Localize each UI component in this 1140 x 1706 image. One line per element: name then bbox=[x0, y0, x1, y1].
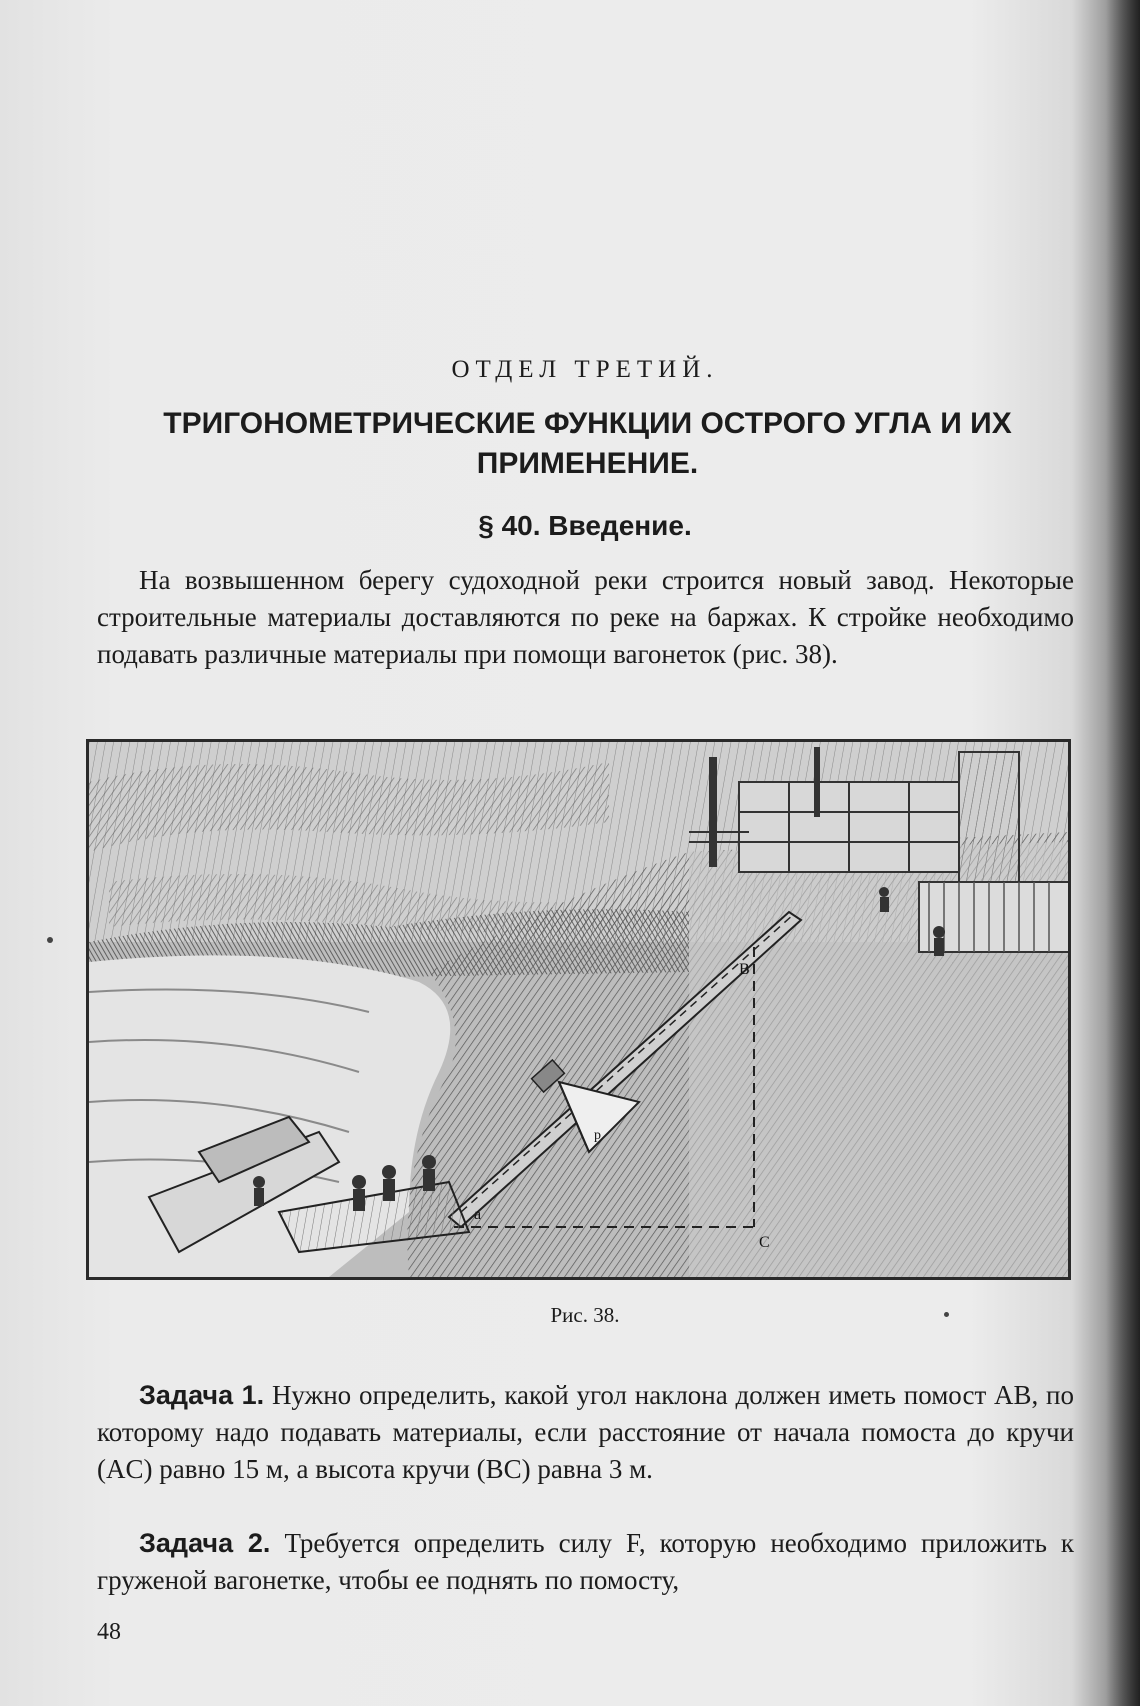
intro-paragraph: На возвышенном берегу судоходной реки строится новый завод. Некоторые строительные материалы доставляются по реке на баржах. К стройке необходимо подавать различные материалы при помощи вагонеток (рис. 38). bbox=[97, 565, 1074, 669]
figure-drawing bbox=[89, 742, 1068, 1277]
task-1-text: Нужно определить, какой угол наклона должен иметь помост AB, по которому надо подавать материалы, если расстояние от начала помоста до кручи (AC) равно 15 м, а высота кручи (BC) равна 3 м. bbox=[97, 1380, 1075, 1484]
page-edge-shadow bbox=[1106, 0, 1140, 1706]
task-2 bbox=[97, 1525, 1074, 1599]
task-1-label: Задача 1. bbox=[139, 1380, 265, 1410]
print-speck bbox=[47, 937, 53, 943]
label-p: p bbox=[594, 1128, 601, 1143]
chapter-title: ТРИГОНОМЕТРИЧЕСКИЕ ФУНКЦИИ ОСТРОГО УГЛА И ИХ ПРИМЕНЕНИЕ. bbox=[163, 407, 1012, 480]
print-speck bbox=[944, 1312, 949, 1317]
task-1 bbox=[97, 1377, 1074, 1488]
figure-illustration bbox=[86, 739, 1071, 1280]
figure-caption: Рис. 38. bbox=[550, 1303, 620, 1327]
label-b: B bbox=[739, 961, 750, 978]
section-label: ОТДЕЛ ТРЕТИЙ. bbox=[451, 356, 719, 383]
paragraph-heading: § 40. Введение. bbox=[478, 510, 692, 541]
label-c: C bbox=[759, 1234, 770, 1251]
page-number: 48 bbox=[97, 1619, 121, 1645]
task-2-text: Требуется определить силу F, которую необходимо приложить к груженой вагонетке, чтобы ее поднять по помосту, bbox=[97, 1528, 1075, 1595]
task-2-label: Задача 2. bbox=[139, 1528, 271, 1558]
label-a: a bbox=[474, 1206, 482, 1223]
